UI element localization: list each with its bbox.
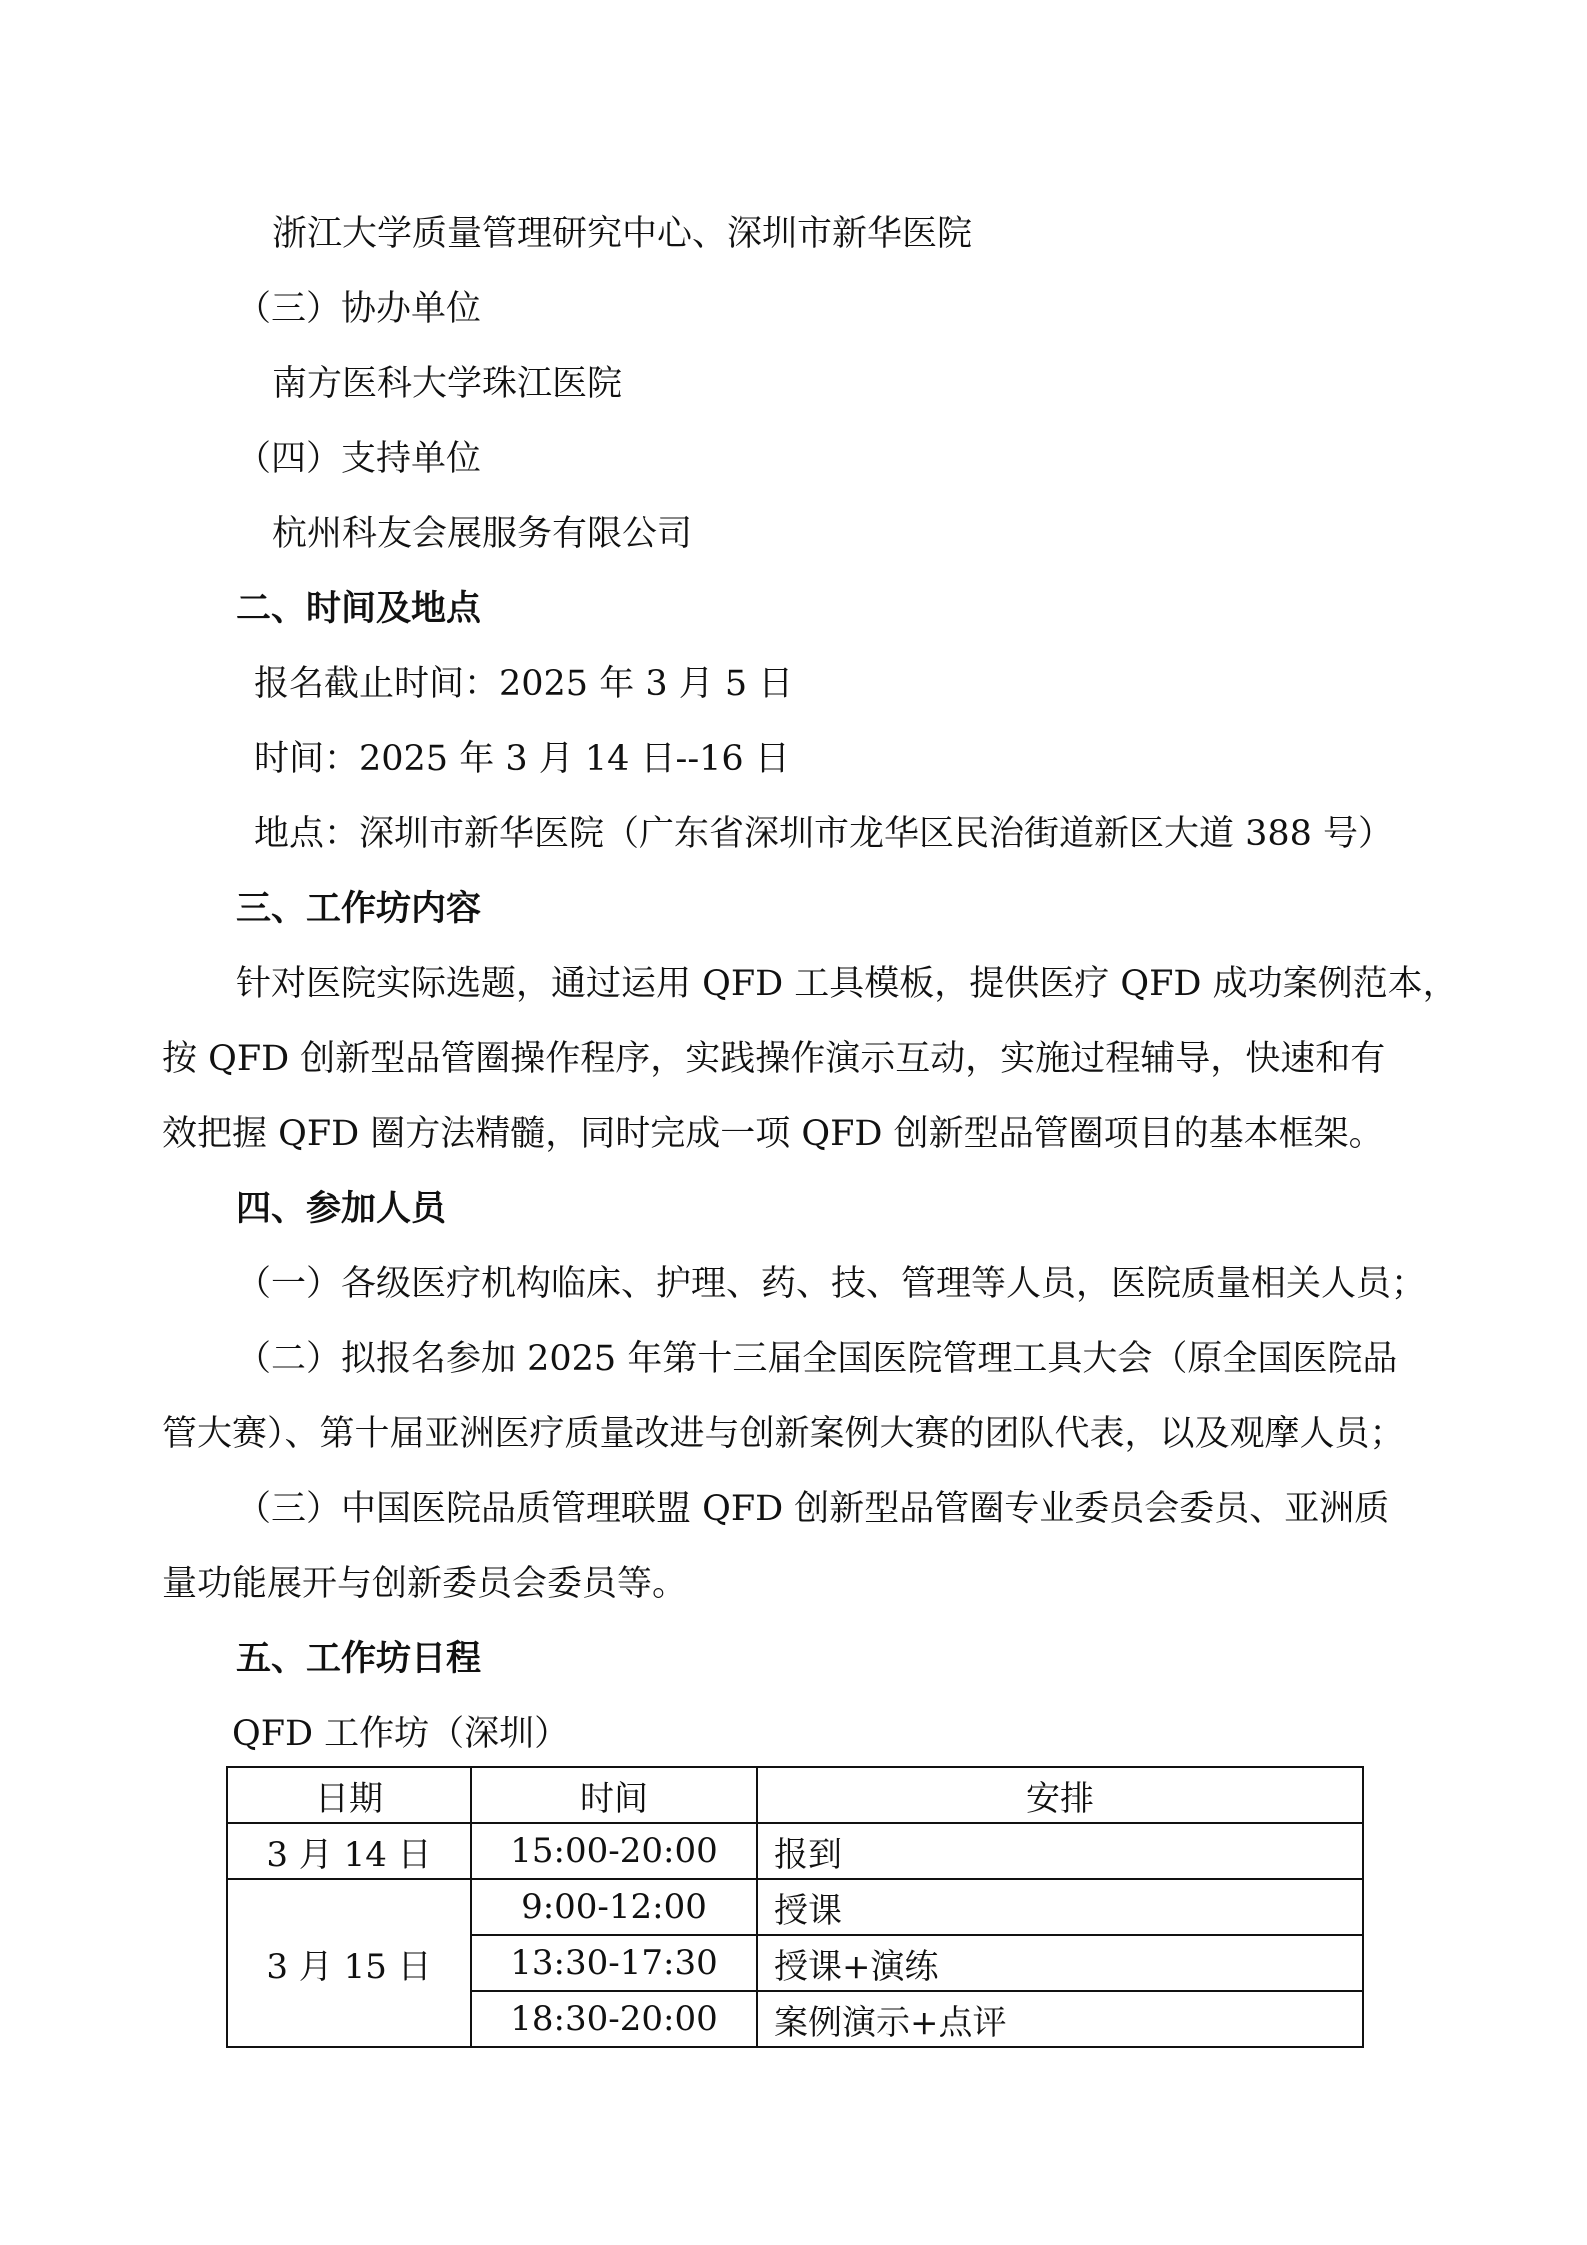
- date-cell: 3 月 15 日: [227, 1879, 471, 2047]
- column-header-date: 日期: [227, 1767, 471, 1823]
- time-cell: 18:30-20:00: [471, 1991, 757, 2047]
- arrangement-cell: 授课: [757, 1879, 1363, 1935]
- participants-heading: 四、参加人员: [236, 1189, 447, 1229]
- participants-item-2-line-2: 管大赛）、第十届亚洲医疗质量改进与创新案例大赛的团队代表，以及观摩人员；: [162, 1414, 1405, 1454]
- co-organizer: 南方医科大学珠江医院: [272, 364, 623, 404]
- table-row: [227, 1823, 1363, 1879]
- column-header-time: 时间: [471, 1767, 757, 1823]
- content-line-3: 效把握 QFD 圈方法精髓，同时完成一项 QFD 创新型品管圈项目的基本框架。: [162, 1114, 1384, 1154]
- schedule-caption: QFD 工作坊（深圳）: [232, 1714, 570, 1754]
- table-header-row: [227, 1767, 1363, 1823]
- registration-deadline: 报名截止时间：2025 年 3 月 5 日: [254, 664, 794, 704]
- arrangement-cell: 案例演示+点评: [757, 1991, 1363, 2047]
- time-place-heading: 二、时间及地点: [236, 589, 482, 629]
- column-header-arrangement: 安排: [757, 1767, 1363, 1823]
- arrangement-cell: 授课+演练: [757, 1935, 1363, 1991]
- schedule-table: [226, 1766, 1364, 2048]
- table-row: [227, 1879, 1363, 1935]
- date-cell: 3 月 14 日: [227, 1823, 471, 1879]
- schedule-heading: 五、工作坊日程: [236, 1639, 482, 1679]
- participants-item-3-line-1: （三）中国医院品质管理联盟 QFD 创新型品管圈专业委员会委员、亚洲质: [236, 1489, 1390, 1529]
- participants-item-2-line-1: （二）拟报名参加 2025 年第十三届全国医院管理工具大会（原全国医院品: [236, 1339, 1398, 1379]
- event-time: 时间：2025 年 3 月 14 日--16 日: [254, 739, 790, 779]
- co-organizer-heading: （三）协办单位: [236, 289, 482, 329]
- content-line-2: 按 QFD 创新型品管圈操作程序，实践操作演示互动，实施过程辅导，快速和有: [162, 1039, 1386, 1079]
- undertaking-units: 浙江大学质量管理研究中心、深圳市新华医院: [272, 214, 973, 254]
- arrangement-cell: 报到: [757, 1823, 1363, 1879]
- content-heading: 三、工作坊内容: [236, 889, 482, 929]
- time-cell: 9:00-12:00: [471, 1879, 757, 1935]
- participants-item-1: （一）各级医疗机构临床、护理、药、技、管理等人员，医院质量相关人员；: [236, 1264, 1427, 1304]
- supporter: 杭州科友会展服务有限公司: [272, 514, 693, 554]
- time-cell: 13:30-17:30: [471, 1935, 757, 1991]
- participants-item-3-line-2: 量功能展开与创新委员会委员等。: [162, 1564, 688, 1604]
- event-place: 地点：深圳市新华医院（广东省深圳市龙华区民治街道新区大道 388 号）: [254, 814, 1394, 854]
- time-cell: 15:00-20:00: [471, 1823, 757, 1879]
- supporter-heading: （四）支持单位: [236, 439, 482, 479]
- content-line-1: 针对医院实际选题，通过运用 QFD 工具模板，提供医疗 QFD 成功案例范本，: [236, 964, 1458, 1004]
